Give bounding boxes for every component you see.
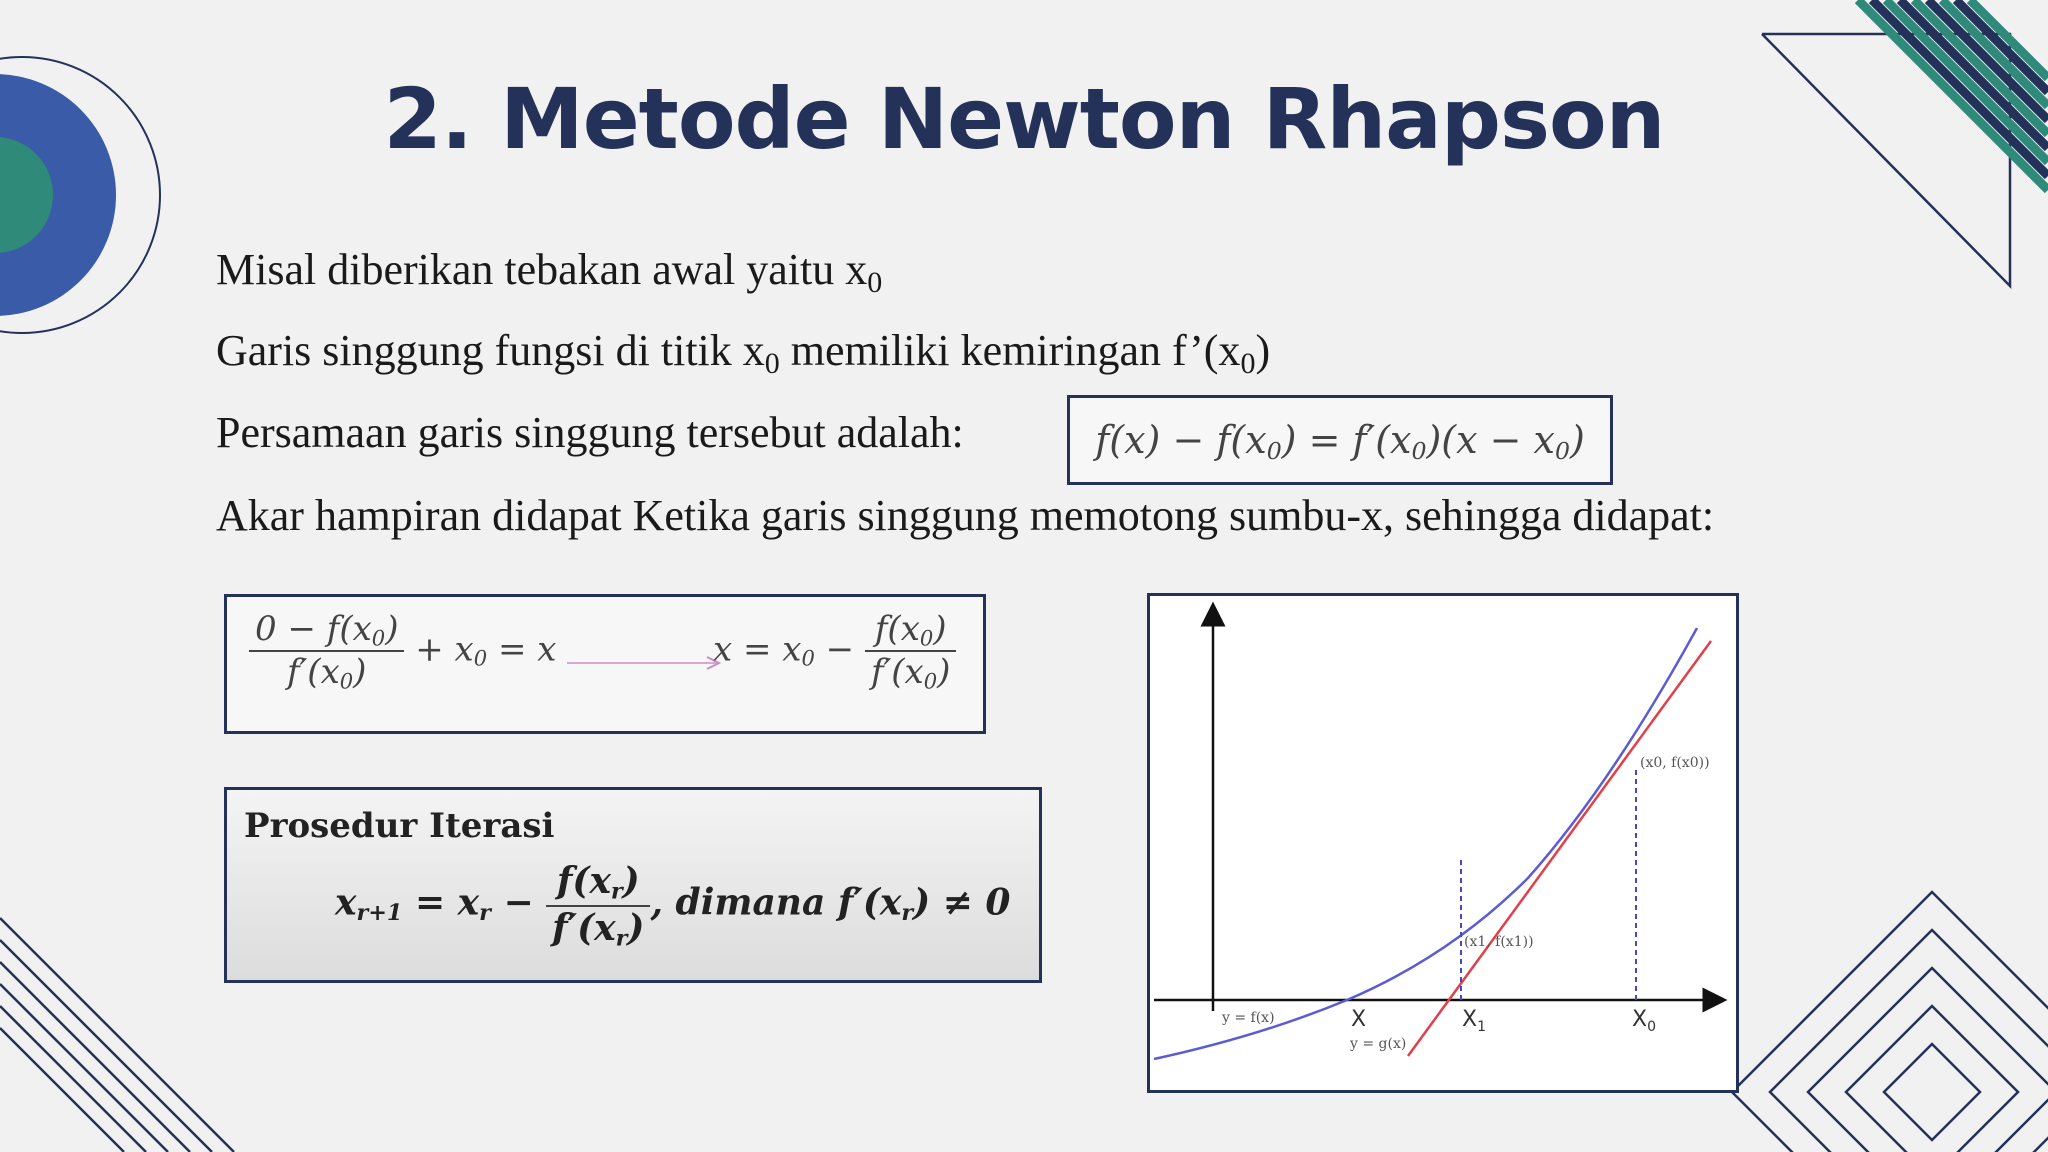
tangent-line [1408, 641, 1711, 1056]
tangent-equation-box: $f(x) - f(x_0) = f'(x_0)(x - x_0)$ [1067, 395, 1613, 485]
iteration-box [224, 787, 1042, 983]
newton-graph [1150, 596, 1736, 1090]
corner-diamond [1884, 1044, 1980, 1140]
iteration-formula: $x_{r+1} = x_r$ − $\frac{f(x_r)}{f'(x_r)}$ , dimana $f'(x_r) \ne 0$ [335, 860, 1011, 952]
fraction-right: $\frac{f(x_0)}{f'(x_0)}$ [865, 609, 956, 694]
text-line-1: Misal diberikan tebakan awal yaitu $x_0$ [216, 245, 883, 299]
text-line-2: Garis singgung fungsi di titik $x_0$ memiliki kemiringan $f’(x_0)$ [216, 326, 1271, 380]
curve-f [1154, 628, 1697, 1059]
solve-lhs: $\frac{0 - f(x_0)}{f'(x_0)}$ + $x_0 = x$ [249, 609, 556, 694]
curve-label: y = f(x) [1222, 1010, 1275, 1026]
x0-label: $X_0$ [1632, 1007, 1656, 1035]
fraction-left: $\frac{0 - f(x_0)}{f'(x_0)}$ [249, 609, 404, 694]
corner-line [0, 918, 234, 1152]
corner-line [0, 940, 212, 1152]
point1-label: (x1, f(x1)) [1464, 934, 1534, 950]
corner-line [0, 1006, 146, 1152]
iteration-fraction: $\frac{f(x_r)}{f'(x_r)}$ [546, 860, 650, 951]
text-line-3: Persamaan garis singgung tersebut adalah: [216, 408, 964, 457]
newton-graph-panel [1147, 593, 1739, 1093]
arrow-icon [567, 655, 725, 671]
x1-label: $X_1$ [1462, 1007, 1486, 1035]
tangent-label: y = g(x) [1350, 1036, 1407, 1052]
corner-line [0, 984, 168, 1152]
point0-label: (x0, f(x0)) [1640, 755, 1710, 771]
solve-equation-box [224, 594, 986, 734]
x-root-label: X [1351, 1007, 1367, 1032]
corner-diamond [1808, 968, 2048, 1152]
slide-title: 2. Metode Newton Rhapson [383, 70, 1665, 168]
corner-diamond [1732, 892, 2048, 1152]
text-line-4: Akar hampiran didapat Ketika garis singgung memotong sumbu-x, sehingga didapat: [216, 491, 1715, 540]
solve-rhs: $x = x_0$ − $\frac{f(x_0)}{f'(x_0)}$ [713, 609, 956, 694]
iteration-title: Prosedur Iterasi [244, 806, 555, 846]
